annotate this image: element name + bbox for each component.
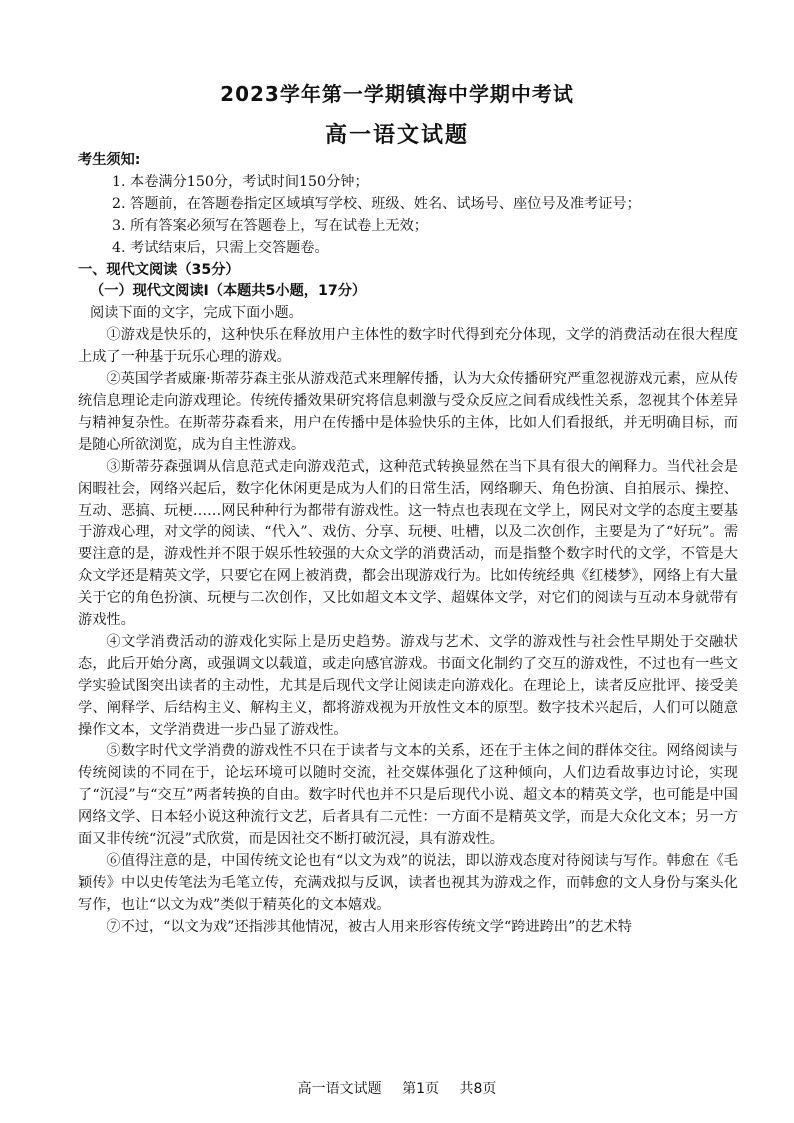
subsection-heading: （一）现代文阅读Ⅰ（本题共5小题，17分） [90, 283, 367, 300]
footer-page-number: 第1页 [402, 1081, 439, 1097]
exam-subtitle: 高一语文试题 [324, 123, 469, 148]
notice-item: 4. 考试结束后，只需上交答题卷。 [112, 239, 329, 256]
page-footer [0, 1078, 794, 1098]
passage-paragraph-2: ②英国学者威廉·斯蒂芬森主张从游戏范式来理解传播，认为大众传播研究严重忽视游戏元素，应从传统信息理论走向游戏理论。传统传播效果研究将信息刺激与受众反应之间看成线性关系，忽视其个体差异与精神复杂性。在斯蒂芬森看来，用户在传播中是体验快乐的主体，比如人们看报纸，并无明确目标，而是随心所欲浏览，成为自主性游戏。 [78, 371, 738, 453]
notice-item: 3. 所有答案必须写在答题卷上，写在试卷上无效； [112, 217, 428, 234]
reading-instruction: 阅读下面的文字，完成下面小题。 [90, 305, 303, 322]
notice-item: 2. 答题前，在答题卷指定区域填写学校、班级、姓名、试场号、座位号及准考证号； [112, 195, 641, 212]
passage-paragraph-7: ⑦不过，“以文为戏”还指涉其他情况，被古人用来形容传统文学“跨进跨出”的艺术特 [106, 918, 632, 935]
passage-paragraph-4: ④文学消费活动的游戏化实际上是历史趋势。游戏与艺术、文学的游戏性与社会性早期处于交融状态，此后开始分离，或强调文以载道，或走向感官游戏。书面文化制约了交互的游戏性，不过也有一些文学实验试图突出读者的主动性，尤其是后现代文学让阅读走向游戏化。在理论上，读者反应批评、接受美学、阐释学、后结构主义、解构主义，都将游戏视为开放性文本的原型。数字技术兴起后，人们可以随意操作文本，文学消费进一步凸显了游戏性。 [78, 633, 738, 738]
exam-title: 2023学年第一学期镇海中学期中考试 [220, 82, 574, 106]
section-heading: 一、现代文阅读（35分） [78, 261, 240, 278]
notice-heading: 考生须知: [78, 152, 141, 168]
notice-item: 1. 本卷满分150分，考试时间150分钟； [112, 173, 369, 190]
passage-paragraph-5: ⑤数字时代文学消费的游戏性不只在于读者与文本的关系，还在于主体之间的群体交往。网络阅读与传统阅读的不同在于，论坛环境可以随时交流，社交媒体强化了这种倾向，人们边看故事边讨论，实现了“沉浸”与“交互”两者转换的自由。数字时代也并不只是后现代小说、超文本的精英文学，也可能是中国网络文学、日本轻小说这种流行文艺，后者具有二元性：一方面不是精英文学，而是大众化文本；另一方面又非传统“沉浸”式欣赏，而是因社交不断打破沉浸，具有游戏性。 [78, 743, 738, 848]
footer-total-pages: 共8页 [459, 1081, 497, 1097]
passage-paragraph-6: ⑥值得注意的是，中国传统文论也有“以文为戏”的说法，即以游戏态度对待阅读与写作。韩愈在《毛颖传》中以史传笔法为毛笔立传，充满戏拟与反讽，读者也视其为游戏之作，而韩愈的文人身份与案头化写作，也让“以文为戏”类似于精英化的文本嬉戏。 [78, 853, 738, 913]
exam-body [78, 150, 738, 939]
passage-paragraph-1: ①游戏是快乐的，这种快乐在释放用户主体性的数字时代得到充分体现，文学的消费活动在很大程度上成了一种基于玩乐心理的游戏。 [78, 327, 738, 366]
passage-paragraph-3: ③斯蒂芬森强调从信息范式走向游戏范式，这种范式转换显然在当下具有很大的阐释力。当代社会是闲暇社会，网络兴起后，数字化休闲更是成为人们的日常生活，网络聊天、角色扮演、自拍展示、操控、互动、恶搞、玩梗……网民种种行为都带有游戏性。这一特点也表现在文学上，网民对文学的态度主要基于游戏心理，对文学的阅读、“代入”、戏仿、分享、玩梗、吐槽，以及二次创作，主要是为了“好玩”。需要注意的是，游戏性并不限于娱乐性较强的大众文学的消费活动，而是指整个数字时代的文学，不管是大众文学还是精英文学，只要它在网上被消费，都会出现游戏行为。比如传统经典《红楼梦》，网络上有大量关于它的角色扮演、玩梗与二次创作，又比如超文本文学、超媒体文学，对它们的阅读与互动本身就带有游戏性。 [78, 458, 739, 629]
footer-subject: 高一语文试题 [297, 1081, 382, 1097]
